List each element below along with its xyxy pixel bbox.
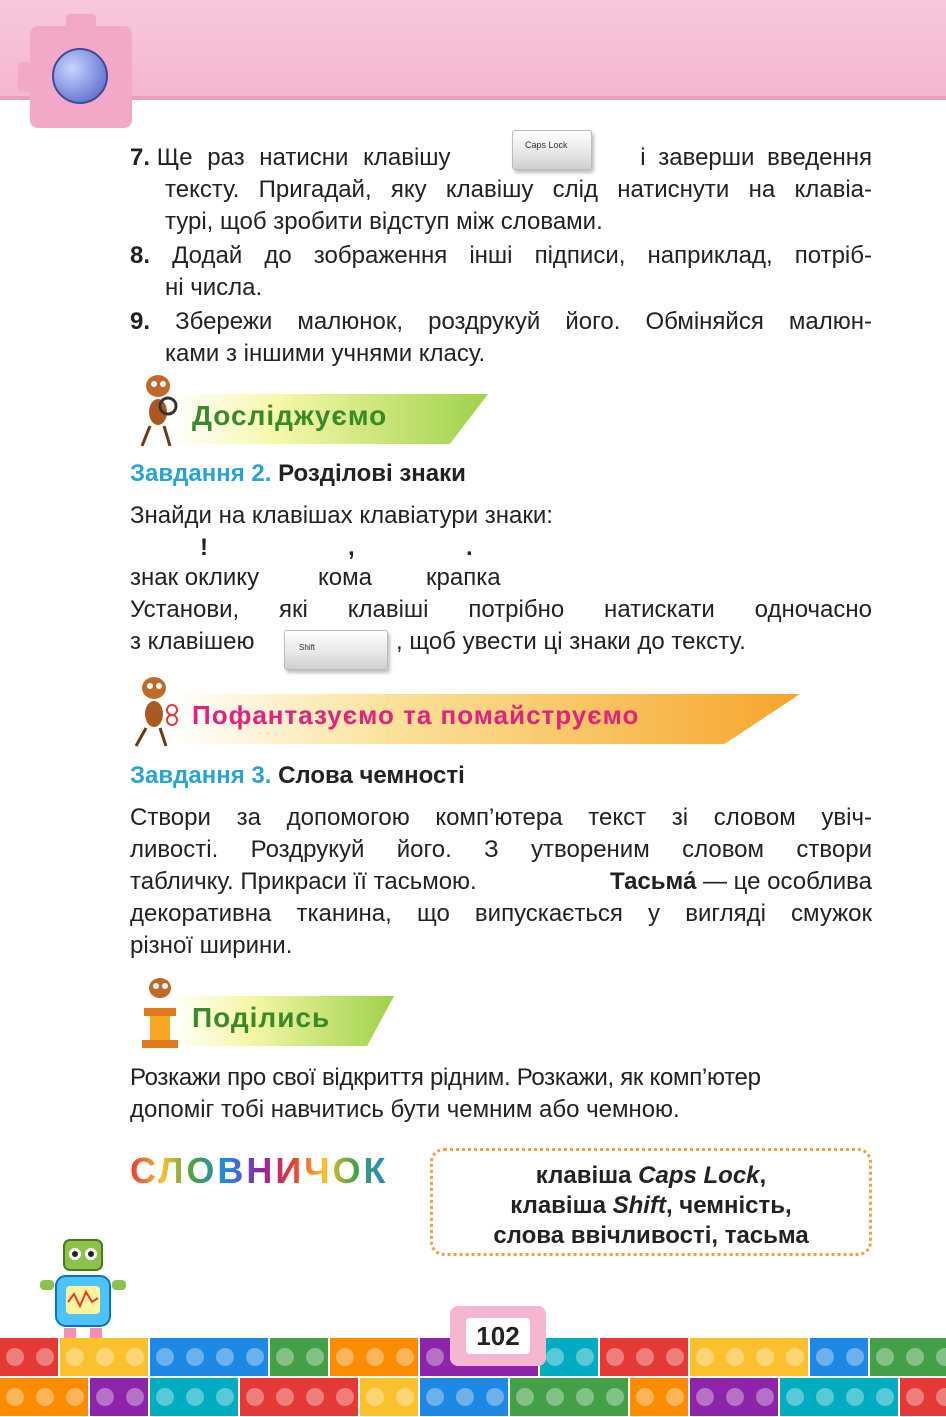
share-banner [170,996,394,1046]
lego-stud [876,1388,894,1406]
lego-stud [576,1348,594,1366]
lego-stud [756,1388,774,1406]
lego-stud [576,1388,594,1406]
item-7-line-3 [165,206,872,238]
item-number: 9. [130,308,151,335]
item-text: ні числа. [165,274,263,301]
lego-stud [546,1388,564,1406]
glossary-text: , [759,1162,767,1189]
glossary-title-text: СЛОВНИЧОК [130,1150,389,1191]
mark-name-exclamation: знак оклику [130,564,260,591]
item-9-line-2 [165,338,872,370]
lego-stud [876,1348,894,1366]
term-word: Тасьма́ [610,868,697,895]
lego-stud [606,1348,624,1366]
lego-stud [456,1388,474,1406]
lego-stud [126,1348,144,1366]
lego-stud [786,1388,804,1406]
lego-stud [66,1348,84,1366]
lego-stud [366,1388,384,1406]
globe-icon [52,48,108,104]
share-line-2: допоміг тобі навчитись бути чемним або чемною. [130,1096,680,1123]
lego-stud [846,1388,864,1406]
banner-title: Досліджуємо [192,400,388,431]
lego-stud [696,1388,714,1406]
task-name: Слова чемності [278,762,465,789]
lego-stud [126,1388,144,1406]
lego-stud [6,1388,24,1406]
lego-stud [366,1348,384,1366]
lego-stud [846,1348,864,1366]
task-label: Завдання 2. [130,460,272,487]
lego-stud [246,1348,264,1366]
glossary-box [430,1148,872,1256]
lego-stud [426,1388,444,1406]
mark-comma: , [348,534,355,561]
term-definition-start: — це особлива [702,868,872,895]
shift-key [284,630,388,670]
item-number: 7. [130,144,151,171]
task-3-heading [130,762,465,790]
task-2-line-2a: з клавішею [130,628,255,655]
lego-stud [336,1388,354,1406]
lego-stud [696,1348,714,1366]
banner-title: Поділись [192,1002,331,1033]
caps-lock-key [512,130,592,170]
glossary-title [130,1150,389,1192]
ant-magnifier-icon [134,370,184,450]
task-2-line-1: Установи, які клавіші потрібно натискати одночасно [130,596,872,623]
lego-stud [516,1388,534,1406]
explore-banner [170,394,488,444]
fantasy-banner [170,694,800,744]
lego-stud [306,1388,324,1406]
term [610,866,872,898]
lego-stud [276,1348,294,1366]
lego-stud [246,1388,264,1406]
lego-stud [306,1348,324,1366]
item-text: ками з іншими учнями класу. [165,340,486,367]
glossary-line-2 [433,1191,869,1221]
page-number: 102 [466,1318,530,1354]
lego-stud [96,1388,114,1406]
lego-stud [336,1348,354,1366]
ant-podium-icon [134,974,186,1050]
task-3-line-2: ливості. Роздрукуй його. З утвореним словом створи [130,836,872,863]
lego-stud [216,1348,234,1366]
lego-stud [816,1388,834,1406]
glossary-key: Caps Lock [638,1162,760,1189]
item-9-line-1 [130,306,872,338]
lego-stud [666,1348,684,1366]
item-text: Додай до зображення інші підписи, наприклад, потріб- [172,242,872,269]
lego-stud [606,1388,624,1406]
glossary-key: Shift [612,1192,666,1219]
item-text: Ще раз натисни клавішу [156,144,451,171]
item-8-line-2 [165,272,872,304]
lego-stud [756,1348,774,1366]
ant-scissors-icon [128,672,184,748]
task-3-line-3 [130,866,872,898]
lego-stud [36,1348,54,1366]
lego-stud [156,1348,174,1366]
task-3-line-1: Створи за допомогою комп’ютера текст зі словом увіч- [130,804,872,831]
item-7-line-1-end [606,142,872,174]
lego-stud [276,1388,294,1406]
task-2-heading [130,460,466,488]
glossary-line-3: слова ввічливості, тасьма [493,1222,809,1249]
lego-stud [216,1388,234,1406]
lego-stud [186,1388,204,1406]
top-band [0,0,946,96]
lego-stud [96,1348,114,1366]
lego-stud [726,1388,744,1406]
task-2-intro: Знайди на клавішах клавіатури знаки: [130,502,553,529]
task-2-line-2b: , щоб увести ці знаки до тексту. [396,628,746,655]
task-name: Розділові знаки [278,460,466,487]
lego-stud [426,1348,444,1366]
lego-stud [906,1388,924,1406]
lego-stud [396,1388,414,1406]
key-label: Shift [299,643,316,652]
item-8-line-1 [130,240,872,272]
glossary-line-1 [433,1161,869,1191]
task-3-line-4: декоративна тканина, що випускається у вигляді смужок [130,900,872,927]
lego-stud [36,1388,54,1406]
mark-period: . [466,534,473,561]
glossary-text: клавіша [535,1162,632,1189]
lego-stud [66,1388,84,1406]
task-label: Завдання 3. [130,762,272,789]
mark-exclamation: ! [200,534,208,561]
key-label: Caps Lock [525,140,568,150]
item-text: турі, щоб зробити відступ між словами. [165,208,603,235]
mark-name-period: крапка [426,564,501,591]
lego-stud [816,1348,834,1366]
share-line-1: Розкажи про свої відкриття рідним. Розкажи, як комп’ютер [130,1064,761,1091]
lego-stud [786,1348,804,1366]
item-text: тексту. Пригадай, яку клавішу слід натиснути на клавіа- [165,176,872,203]
lego-stud [156,1388,174,1406]
robot-icon [38,1236,128,1346]
glossary-text: клавіша [510,1192,606,1219]
lego-stud [186,1348,204,1366]
task-3-line-5: різної ширини. [130,932,293,959]
lego-stud [486,1388,504,1406]
lego-stud [726,1348,744,1366]
lego-stud [6,1348,24,1366]
banner-title: Пофантазуємо та помайструємо [192,700,640,730]
lego-stud [666,1388,684,1406]
lego-stud [396,1348,414,1366]
task-text: табличку. Прикраси її тасьмою. [130,868,477,895]
lego-stud [906,1348,924,1366]
lego-stud [636,1388,654,1406]
top-band-divider [0,96,946,100]
item-7-line-2 [165,174,872,206]
lego-stud [636,1348,654,1366]
glossary-text: , чемність, [665,1192,792,1219]
item-number: 8. [130,242,151,269]
mark-name-comma: кома [318,564,372,591]
item-text: і заверши введення [640,144,872,171]
lego-stud [546,1348,564,1366]
item-text: Збережи малюнок, роздрукуй його. Обміняйся малюн- [175,308,872,335]
